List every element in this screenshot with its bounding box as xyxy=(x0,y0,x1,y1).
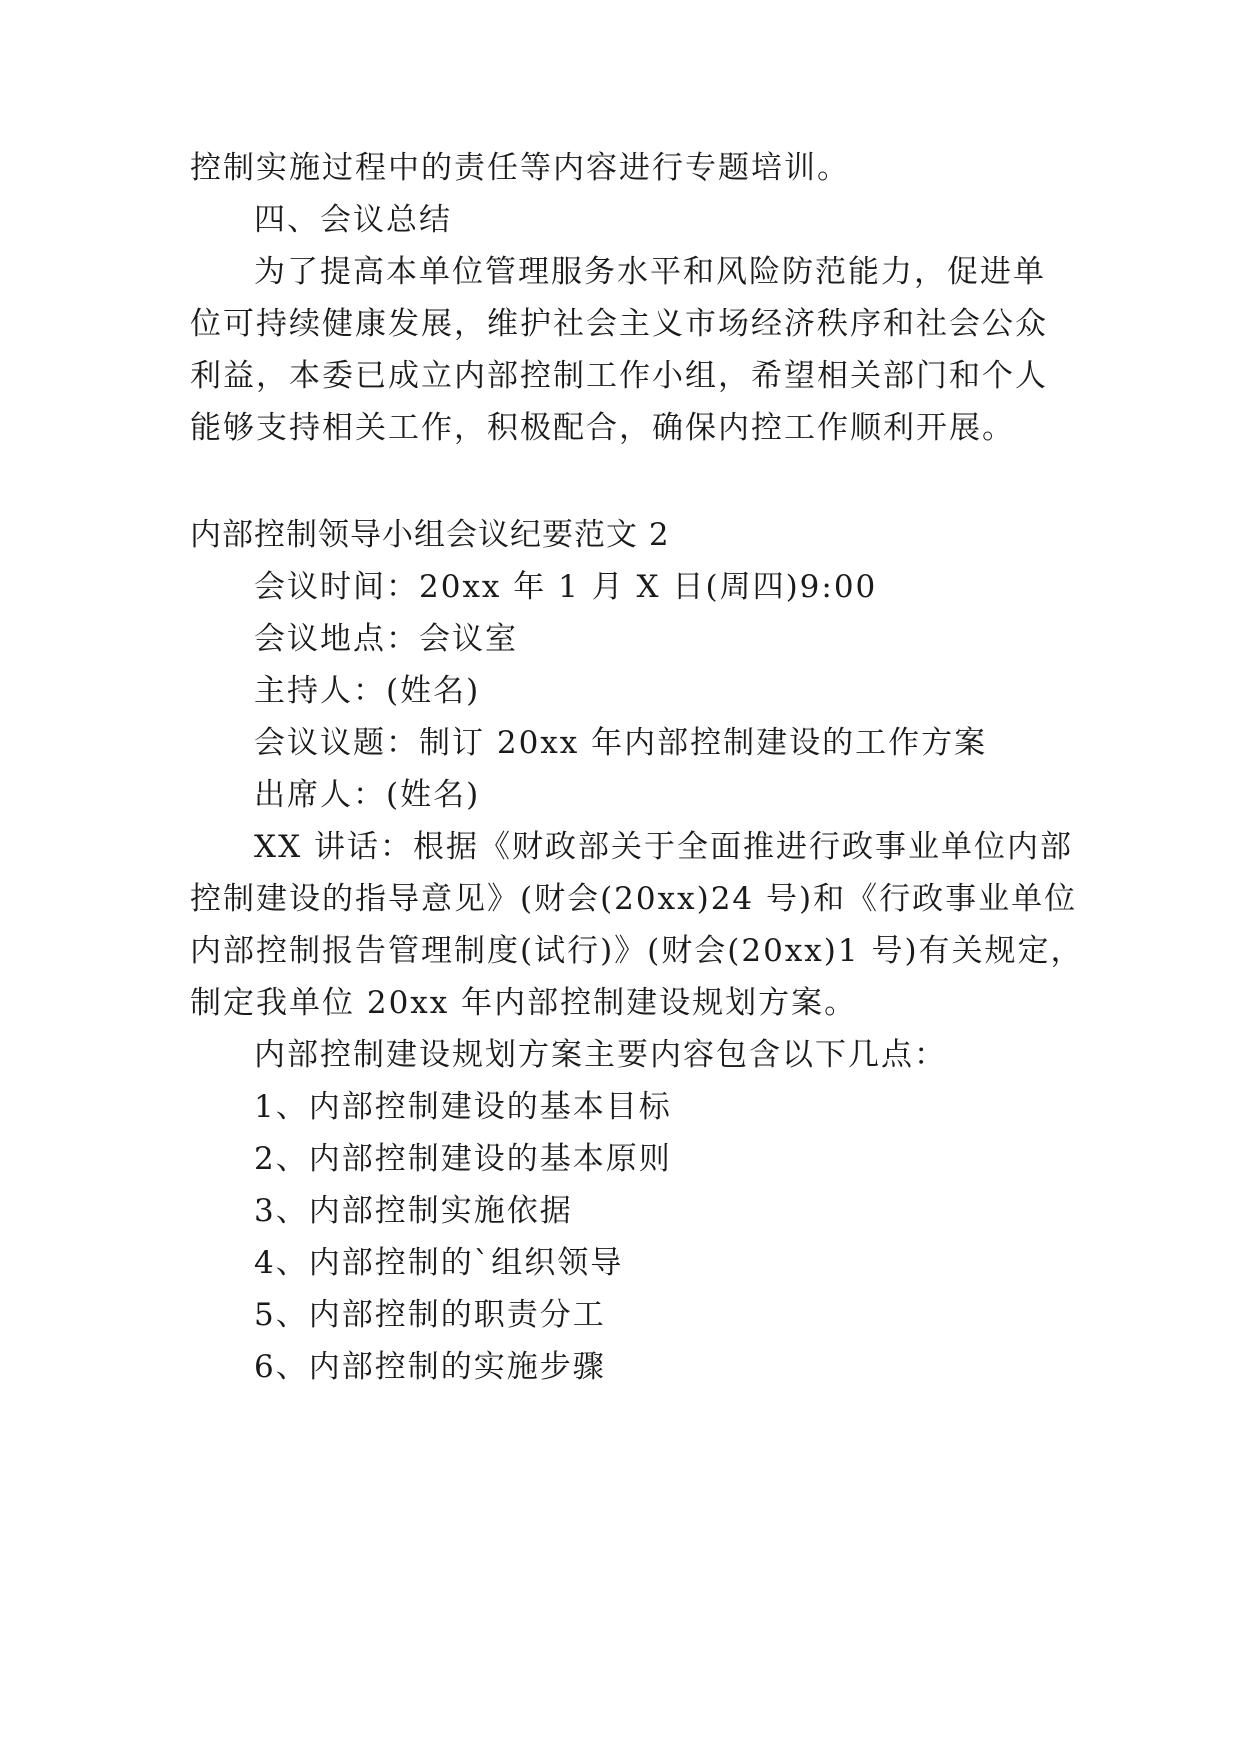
summary-paragraph-line-3: 利益，本委已成立内部控制工作小组，希望相关部门和个人 xyxy=(190,358,1048,394)
speech-line-4: 制定我单位 20xx 年内部控制建设规划方案。 xyxy=(190,985,858,1021)
summary-paragraph-line-1: 为了提高本单位管理服务水平和风险防范能力，促进单 xyxy=(254,254,1046,290)
meeting-time: 会议时间：20xx 年 1 月 X 日(周四)9:00 xyxy=(254,569,878,605)
plan-item: 5、内部控制的职责分工 xyxy=(254,1297,606,1333)
meeting-place: 会议地点：会议室 xyxy=(254,621,518,657)
plan-item: 4、内部控制的`组织领导 xyxy=(254,1245,624,1281)
paragraph-continuation: 控制实施过程中的责任等内容进行专题培训。 xyxy=(190,150,850,186)
plan-item: 3、内部控制实施依据 xyxy=(254,1193,573,1229)
document-title: 内部控制领导小组会议纪要范文 2 xyxy=(190,517,670,553)
summary-paragraph-line-4: 能够支持相关工作，积极配合，确保内控工作顺利开展。 xyxy=(190,410,1015,446)
plan-item: 1、内部控制建设的基本目标 xyxy=(254,1089,672,1125)
plan-item: 6、内部控制的实施步骤 xyxy=(254,1349,606,1385)
summary-paragraph-line-2: 位可持续健康发展，维护社会主义市场经济秩序和社会公众 xyxy=(190,306,1048,342)
speech-line-3: 内部控制报告管理制度(试行)》(财会(20xx)1 号)有关规定， xyxy=(190,933,1084,969)
plan-intro: 内部控制建设规划方案主要内容包含以下几点： xyxy=(254,1037,947,1073)
meeting-host: 主持人：(姓名) xyxy=(254,673,481,709)
plan-item: 2、内部控制建设的基本原则 xyxy=(254,1141,672,1177)
speech-line-2: 控制建设的指导意见》(财会(20xx)24 号)和《行政事业单位 xyxy=(190,881,1078,917)
meeting-attendees: 出席人：(姓名) xyxy=(254,777,481,813)
section-heading-summary: 四、会议总结 xyxy=(254,202,452,238)
meeting-topic: 会议议题：制订 20xx 年内部控制建设的工作方案 xyxy=(254,725,988,761)
speech-line-1: XX 讲话：根据《财政部关于全面推进行政事业单位内部 xyxy=(254,829,1073,865)
